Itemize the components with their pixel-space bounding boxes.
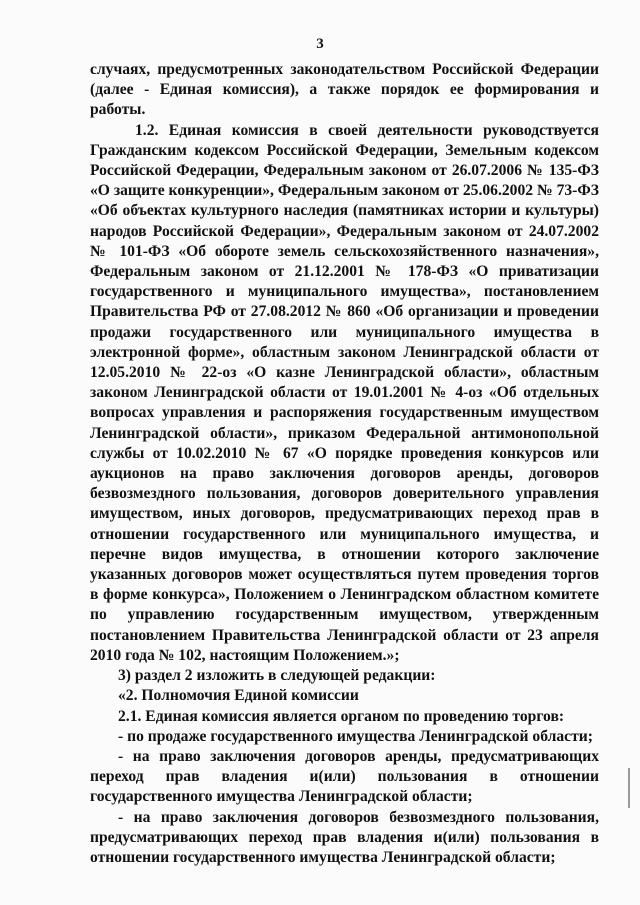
paragraph-continuation: случаях, предусмотренных законодательством Российской Федерации (далее - Единая комиссия), а также порядок ее формирования и работы. xyxy=(90,61,599,119)
paragraph-amendment-3: 3) раздел 2 изложить в следующей редакции: xyxy=(118,667,436,685)
list-item-free-use: - на право заключения договоров безвозмездного пользования, предусматривающих переход прав владения и(или) пользования в отношении государственного имущества Ленинградской области; xyxy=(90,808,599,866)
list-item-sale: - по продаже государственного имущества Ленинградской области; xyxy=(118,727,593,745)
paragraph-2-1: 2.1. Единая комиссия является органом по проведению торгов: xyxy=(118,707,565,725)
page-number: 3 xyxy=(316,36,324,52)
scan-edge-mark xyxy=(628,768,630,808)
list-item-lease: - на право заключения договоров аренды, предусматривающих переход прав владения и(или) пользования в отношении государственного имущества Ленинградской области; xyxy=(90,747,599,806)
paragraph-1-2: 1.2. Единая комиссия в своей деятельности руководствуется Гражданским кодексом Российской Федерации, Земельным кодексом Российской Федерации, Федеральным законом от 26.07.2006 № 135-ФЗ «О защите конкуренции», Федеральным законом от 25.06.2002 № 73-ФЗ «Об объектах культурного наследия (памятниках истории и культуры) народов Российской Федерации», Федеральным законом от 24.07.2002 № 101-ФЗ «Об обороте земель сельскохозяйственного назначения», Федеральным законом от 21.12.2001 № 178-ФЗ «О приватизации государственного и муниципального имущества», постановлением Правительства РФ от 27.08.2012 № 860 «Об организации и проведении продажи государственного или муниципального имущества в электронной форме», областным законом Ленинградской области от 12.05.2010 № 22-оз «О казне Ленинградской области», областным законом Ленинградской области от 19.01.2001 № 4-оз «Об отдельных вопросах управления и распоряжения государственным имуществом Ленинградской области», приказом Федеральной антимонопольной службы от 10.02.2010 № 67 «О порядке проведения конкурсов или аукционов на право заключения договоров аренды, договоров безвозмездного пользования, договоров доверительного управления имуществом, иных договоров, предусматривающих переход прав в отношении государственного или муниципального имущества, и перечне видов имущества, в отношении которого заключение указанных договоров может осуществляться путем проведения торгов в форме конкурса», Положением о Ленинградском областном комитете по управлению государственным имуществом, утвержденным постановлением Правительства Ленинградской области от 23 апреля 2010 года № 102, настоящим Положением.»; xyxy=(90,121,599,664)
section-2-heading: «2. Полномочия Единой комиссии xyxy=(118,687,359,705)
document-body xyxy=(90,60,599,868)
